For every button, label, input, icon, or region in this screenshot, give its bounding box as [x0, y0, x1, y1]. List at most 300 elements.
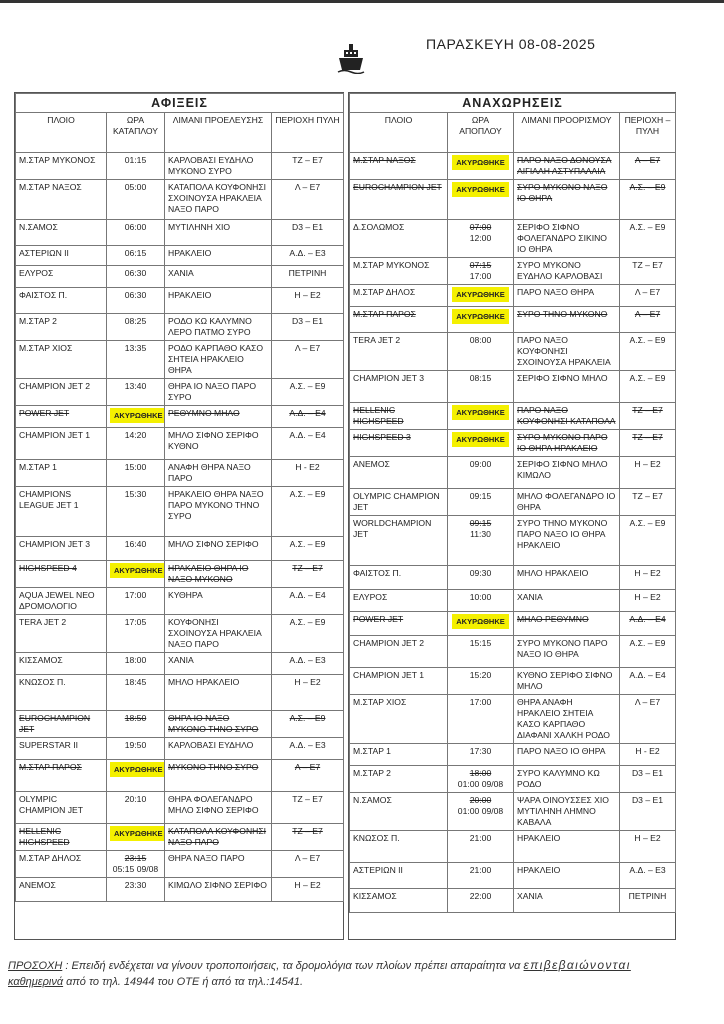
arrival-ship-text: ΚΙΣΣΑΜΟΣ: [19, 655, 63, 665]
departure-time: [448, 863, 514, 889]
departure-time-text: 15:20: [469, 670, 492, 680]
departure-port: [514, 612, 620, 636]
departure-port-text: ΣΥΡΟ ΜΥΚΟΝΟ ΠΑΡΟ ΝΑΞΟ ΙΟ ΘΗΡΑ: [517, 638, 608, 659]
arrival-row: [16, 878, 344, 902]
arrival-time-text: 01:15: [124, 155, 147, 165]
departure-time: [448, 516, 514, 566]
departure-ship: [350, 590, 448, 612]
arrival-time: [107, 341, 165, 379]
arrival-ship-text: Μ.ΣΤΑΡ ΔΗΛΟΣ: [19, 853, 82, 863]
departure-ship-text: ΕΛΥΡΟΣ: [353, 592, 388, 602]
arrival-port: [165, 220, 272, 246]
arrival-time-text: 17:00: [124, 590, 147, 600]
departure-ship-text: HELLENIC HIGHSPEED: [353, 405, 404, 426]
departure-time: [448, 333, 514, 371]
arrival-ship: [16, 288, 107, 314]
departure-time-text: 07:00: [469, 222, 492, 232]
departure-port: [514, 333, 620, 371]
arrival-gate: [272, 341, 344, 379]
departure-gate-text: ΤΖ – Ε7: [632, 491, 663, 501]
departure-ship-text: Μ.ΣΤΑΡ 2: [353, 768, 391, 778]
arrival-time-text: 13:35: [124, 343, 147, 353]
arrival-gate: [272, 314, 344, 341]
arrival-row: [16, 246, 344, 266]
arrival-ship-text: CHAMPIONS LEAGUE JET 1: [19, 489, 79, 510]
arrival-ship: [16, 460, 107, 487]
notice-label: ΠΡΟΣΟΧΗ: [8, 960, 63, 972]
departure-ship: [350, 220, 448, 258]
departure-ship-text: WORLDCHAMPION JET: [353, 518, 432, 539]
arrival-ship: [16, 428, 107, 460]
arrival-row: [16, 588, 344, 615]
departures-col-ship: ΠΛΟΙΟ: [350, 113, 448, 153]
arrival-ship-text: ΑΣΤΕΡΙΩΝ ΙΙ: [19, 248, 69, 258]
departure-port: [514, 285, 620, 307]
cancelled-badge: ΑΚΥΡΩΘΗΚΕ: [452, 287, 509, 302]
departure-gate: [620, 307, 676, 333]
departure-gate-text: Η – Ε2: [634, 568, 661, 578]
arrival-port-text: ΧΑΝΙΑ: [168, 655, 194, 665]
arrival-ship-text: TERA JET 2: [19, 617, 67, 627]
arrival-port: [165, 487, 272, 537]
arrival-time: [107, 153, 165, 180]
departure-port: [514, 793, 620, 831]
arrival-ship-text: Μ.ΣΤΑΡ ΠΑΡΟΣ: [19, 762, 82, 772]
arrival-port: [165, 760, 272, 792]
arrival-gate: [272, 711, 344, 738]
departure-port-text: ΣΥΡΟ ΜΥΚΟΝΟ ΕΥΔΗΛΟ ΚΑΡΛΟΒΑΣΙ: [517, 260, 603, 281]
departure-gate: [620, 371, 676, 403]
departure-port: [514, 307, 620, 333]
arrival-row: [16, 428, 344, 460]
arrival-time-text: 18:45: [124, 677, 147, 687]
arrival-gate: [272, 428, 344, 460]
arrivals-col-ship: ΠΛΟΙΟ: [16, 113, 107, 153]
arrival-port: [165, 588, 272, 615]
arrival-gate-text: Α.Δ. – Ε4: [289, 590, 326, 600]
arrival-time-text: 06:00: [124, 222, 147, 232]
arrival-time: [107, 537, 165, 561]
arrival-time: [107, 561, 165, 588]
arrival-port: [165, 428, 272, 460]
departure-time-text: 09:15: [469, 491, 492, 501]
departure-gate: [620, 636, 676, 668]
departure-gate-text: D3 – Ε1: [631, 795, 664, 805]
departure-row: [350, 590, 676, 612]
arrival-row: [16, 792, 344, 824]
departure-time: [448, 793, 514, 831]
departure-row: [350, 668, 676, 695]
arrival-row: [16, 851, 344, 878]
departure-gate-text: Α.Σ. – Ε9: [629, 222, 666, 232]
departure-time: [448, 180, 514, 220]
departure-row: [350, 612, 676, 636]
departure-row: [350, 636, 676, 668]
arrival-ship: [16, 824, 107, 851]
departure-time: [448, 307, 514, 333]
departure-ship-text: Μ.ΣΤΑΡ 1: [353, 746, 391, 756]
schedule-date: ΠΑΡΑΣΚΕΥΗ 08-08-2025: [426, 36, 596, 52]
departure-time: [448, 371, 514, 403]
departure-ship-text: HIGHSPEED 3: [353, 432, 411, 442]
arrival-time-text: 06:30: [124, 290, 147, 300]
departure-port-text: ΧΑΝΙΑ: [517, 592, 543, 602]
departure-ship-text: Μ.ΣΤΑΡ ΧΙΟΣ: [353, 697, 407, 707]
cancelled-badge: ΑΚΥΡΩΘΗΚΕ: [452, 405, 509, 420]
arrival-time-text: 23:15: [124, 853, 147, 863]
departure-gate: [620, 744, 676, 766]
arrival-gate: [272, 851, 344, 878]
schedule-sheet: [14, 92, 676, 942]
arrival-row: [16, 153, 344, 180]
cancelled-badge: ΑΚΥΡΩΘΗΚΕ: [452, 182, 509, 197]
departure-gate: [620, 516, 676, 566]
arrival-ship-text: EUROCHAMPION JET: [19, 713, 91, 734]
arrival-time: [107, 588, 165, 615]
arrival-time: [107, 738, 165, 760]
arrival-port-text: ΜΗΛΟ ΗΡΑΚΛΕΙΟ: [168, 677, 240, 687]
arrival-gate-text: D3 – Ε1: [291, 316, 324, 326]
arrival-port: [165, 406, 272, 428]
departure-port-text: ΣΥΡΟ ΜΥΚΟΝΟ ΝΑΞΟ ΙΟ ΘΗΡΑ: [517, 182, 608, 203]
arrival-row: [16, 653, 344, 675]
departure-gate-text: ΤΖ – Ε7: [632, 405, 663, 415]
departure-port: [514, 831, 620, 863]
arrival-time: [107, 220, 165, 246]
arrivals-col-port: ΛΙΜΑΝΙ ΠΡΟΕΛΕΥΣΗΣ: [165, 113, 272, 153]
arrival-time-text: 20:10: [124, 794, 147, 804]
arrival-time-text: 08:25: [124, 316, 147, 326]
departure-time-revised: 11:30: [470, 529, 491, 539]
departure-ship: [350, 457, 448, 489]
arrival-port: [165, 379, 272, 406]
arrival-time: [107, 792, 165, 824]
arrival-ship: [16, 588, 107, 615]
arrival-row: [16, 537, 344, 561]
departure-gate: [620, 695, 676, 744]
arrival-port: [165, 153, 272, 180]
arrival-port-text: ΡΟΔΟ ΚΑΡΠΑΘΟ ΚΑΣΟ ΣΗΤΕΙΑ ΗΡΑΚΛΕΙΟ ΘΗΡΑ: [168, 343, 264, 375]
arrival-ship-text: Μ.ΣΤΑΡ ΜΥΚΟΝΟΣ: [19, 155, 96, 165]
departure-row: [350, 566, 676, 590]
arrival-time-text: 15:00: [124, 462, 147, 472]
arrival-gate-text: Α.Σ. – Ε9: [289, 617, 326, 627]
arrival-ship: [16, 341, 107, 379]
arrival-ship-text: Ν.ΣΑΜΟΣ: [19, 222, 58, 232]
footer-notice: [8, 957, 718, 990]
arrival-ship: [16, 561, 107, 588]
departure-port-text: ΚΥΘΝΟ ΣΕΡΙΦΟ ΣΙΦΝΟ ΜΗΛΟ: [517, 670, 613, 691]
departure-gate: [620, 285, 676, 307]
departure-time-revised: 12:00: [469, 233, 492, 243]
departure-port: [514, 766, 620, 793]
departure-row: [350, 695, 676, 744]
departure-port: [514, 636, 620, 668]
arrival-time: [107, 487, 165, 537]
cancelled-badge: ΑΚΥΡΩΘΗΚΕ: [110, 563, 165, 578]
departure-gate-text: ΤΖ – Ε7: [632, 260, 663, 270]
departure-port-text: ΠΑΡΟ ΝΑΞΟ ΚΟΥΦΟΝΗΣΙ ΚΑΤΑΠΟΛΑ: [517, 405, 616, 426]
arrival-ship: [16, 406, 107, 428]
departure-ship: [350, 258, 448, 285]
arrival-ship-text: Μ.ΣΤΑΡ 1: [19, 462, 57, 472]
departure-time: [448, 566, 514, 590]
arrival-time-text: 16:40: [124, 539, 147, 549]
arrival-ship: [16, 314, 107, 341]
arrival-port: [165, 851, 272, 878]
departure-port: [514, 258, 620, 285]
arrival-time-text: 05:00: [124, 182, 147, 192]
departure-ship: [350, 612, 448, 636]
departure-ship-text: CHAMPION JET 1: [353, 670, 424, 680]
departure-row: [350, 489, 676, 516]
cancelled-badge: ΑΚΥΡΩΘΗΚΕ: [110, 826, 165, 841]
departure-ship: [350, 695, 448, 744]
arrival-time: [107, 288, 165, 314]
departure-time: [448, 489, 514, 516]
departure-gate: [620, 590, 676, 612]
arrival-port: [165, 341, 272, 379]
departure-ship: [350, 285, 448, 307]
arrival-port: [165, 266, 272, 288]
departure-time-text: 17:00: [469, 697, 492, 707]
departure-time-text: 21:00: [469, 833, 492, 843]
arrival-time-text: 06:15: [124, 248, 147, 258]
arrival-ship: [16, 851, 107, 878]
departure-gate-text: Α.Σ. – Ε9: [629, 373, 666, 383]
arrival-row: [16, 220, 344, 246]
departure-gate: [620, 863, 676, 889]
arrival-time: [107, 379, 165, 406]
departure-row: [350, 258, 676, 285]
departure-port: [514, 889, 620, 913]
departure-gate: [620, 180, 676, 220]
arrival-gate: [272, 760, 344, 792]
arrival-gate-text: Η – Ε2: [294, 880, 321, 890]
arrival-ship: [16, 711, 107, 738]
arrival-time-text: 17:05: [124, 617, 147, 627]
arrival-ship-text: OLYMPIC CHAMPION JET: [19, 794, 83, 815]
departure-row: [350, 831, 676, 863]
departures-col-time: ΩΡΑ ΑΠΟΠΛΟΥ: [448, 113, 514, 153]
departure-ship-text: ΑΝΕΜΟΣ: [353, 459, 390, 469]
departure-ship: [350, 489, 448, 516]
arrival-port-text: ΜΥΚΟΝΟ ΤΗΝΟ ΣΥΡΟ: [168, 762, 259, 772]
departure-ship-text: ΚΙΣΣΑΜΟΣ: [353, 891, 397, 901]
arrival-row: [16, 460, 344, 487]
arrival-port-text: ΜΗΛΟ ΣΙΦΝΟ ΣΕΡΙΦΟ ΚΥΘΝΟ: [168, 430, 259, 451]
departure-row: [350, 220, 676, 258]
arrival-time-text: 06:30: [124, 268, 147, 278]
departure-port: [514, 668, 620, 695]
arrival-time: [107, 851, 165, 878]
arrival-gate-text: Λ – Ε7: [294, 182, 321, 192]
arrival-time-revised: 05:15 09/08: [112, 864, 159, 874]
departure-time-text: 22:00: [469, 891, 492, 901]
departure-time: [448, 744, 514, 766]
arrival-gate: [272, 653, 344, 675]
arrival-time: [107, 314, 165, 341]
departure-ship-text: Δ.ΣΟΛΩΜΟΣ: [353, 222, 405, 232]
arrival-row: [16, 675, 344, 711]
departure-ship: [350, 668, 448, 695]
departure-port-text: ΜΗΛΟ ΗΡΑΚΛΕΙΟ: [517, 568, 589, 578]
arrival-ship-text: CHAMPION JET 2: [19, 381, 90, 391]
departure-ship-text: EUROCHAMPION JET: [353, 182, 442, 192]
departure-time: [448, 430, 514, 457]
arrival-port-text: ΗΡΑΚΛΕΙΟ: [168, 290, 212, 300]
departure-ship-text: Μ.ΣΤΑΡ ΠΑΡΟΣ: [353, 309, 416, 319]
arrival-gate: [272, 615, 344, 653]
arrival-time: [107, 675, 165, 711]
arrival-row: [16, 738, 344, 760]
arrivals-table: [15, 93, 344, 902]
departure-time-text: 15:15: [469, 638, 492, 648]
arrival-ship-text: Μ.ΣΤΑΡ ΧΙΟΣ: [19, 343, 73, 353]
departure-row: [350, 863, 676, 889]
departure-time-text: 21:00: [469, 865, 492, 875]
departures-table: [349, 93, 676, 913]
departure-port: [514, 744, 620, 766]
departures-panel: [348, 92, 676, 940]
cancelled-badge: ΑΚΥΡΩΘΗΚΕ: [110, 408, 165, 423]
arrival-time-text: 18:00: [124, 655, 147, 665]
departure-port: [514, 566, 620, 590]
arrival-gate: [272, 878, 344, 902]
arrival-time-text: 18:50: [124, 713, 147, 723]
arrival-time: [107, 266, 165, 288]
arrival-port-text: ΚΑΡΛΟΒΑΣΙ ΕΥΔΗΛΟ: [168, 740, 254, 750]
arrival-ship: [16, 537, 107, 561]
arrival-gate-text: Λ – Ε7: [294, 762, 321, 772]
departure-gate-text: Λ – Ε7: [634, 155, 661, 165]
arrival-time-text: 14:20: [124, 430, 147, 440]
arrival-time-text: 13:40: [124, 381, 147, 391]
departure-time: [448, 636, 514, 668]
arrival-gate-text: Α.Σ. – Ε9: [289, 489, 326, 499]
departure-time-text: 10:00: [469, 592, 492, 602]
departure-port: [514, 516, 620, 566]
arrival-gate-text: Η – Ε2: [294, 677, 321, 687]
departure-port-text: ΣΕΡΙΦΟ ΣΙΦΝΟ ΦΟΛΕΓΑΝΔΡΟ ΣΙΚΙΝΟ ΙΟ ΘΗΡΑ: [517, 222, 607, 254]
arrival-port-text: ΡΟΔΟ ΚΩ ΚΑΛΥΜΝΟ ΛΕΡΟ ΠΑΤΜΟ ΣΥΡΟ: [168, 316, 252, 337]
arrival-port: [165, 537, 272, 561]
arrival-gate: [272, 537, 344, 561]
departures-title: ΑΝΑΧΩΡΗΣΕΙΣ: [350, 94, 676, 113]
arrival-time: [107, 711, 165, 738]
departure-time-text: 09:30: [469, 568, 492, 578]
departure-row: [350, 793, 676, 831]
arrival-gate-text: ΤΖ – Ε7: [292, 826, 323, 836]
arrival-gate-text: Λ – Ε7: [294, 853, 321, 863]
arrival-port-text: ΚΑΤΑΠΟΛΑ ΚΟΥΦΟΝΗΣΙ ΣΧΟΙΝΟΥΣΑ ΗΡΑΚΛΕΙΑ ΝΑΞΟ ΠΑΡΟ: [168, 182, 267, 214]
departure-time-text: 17:30: [469, 746, 492, 756]
arrival-gate-text: ΠΕΤΡΙΝΗ: [288, 268, 327, 278]
notice-emphasis: επιβεβαιώνονται: [523, 958, 631, 972]
departure-time-revised: 17:00: [469, 271, 492, 281]
departure-gate-text: Α.Δ. – Ε4: [629, 670, 666, 680]
arrival-gate: [272, 180, 344, 220]
departure-port: [514, 153, 620, 180]
arrival-port-text: ΘΗΡΑ ΙΟ ΝΑΞΟ ΜΥΚΟΝΟ ΤΗΝΟ ΣΥΡΟ: [168, 713, 259, 734]
arrival-gate: [272, 824, 344, 851]
arrival-port-text: ΗΡΑΚΛΕΙΟ ΘΗΡΑ ΙΟ ΝΑΞΟ ΜΥΚΟΝΟ: [168, 563, 249, 584]
departure-gate: [620, 489, 676, 516]
departure-port: [514, 220, 620, 258]
departure-gate: [620, 889, 676, 913]
departure-port-text: ΠΑΡΟ ΝΑΞΟ ΘΗΡΑ: [517, 287, 595, 297]
arrival-port-text: ΗΡΑΚΛΕΙΟ ΘΗΡΑ ΝΑΞΟ ΠΑΡΟ ΜΥΚΟΝΟ ΤΗΝΟ ΣΥΡΟ: [168, 489, 264, 521]
departure-time-text: 07:15: [469, 260, 492, 270]
departure-row: [350, 307, 676, 333]
arrival-time-text: 23:30: [124, 880, 147, 890]
departure-row: [350, 180, 676, 220]
departure-gate: [620, 333, 676, 371]
departure-time-text: 08:15: [469, 373, 492, 383]
arrival-ship-text: HELLENIC HIGHSPEED: [19, 826, 70, 847]
arrival-gate-text: Α.Δ. – Ε3: [289, 740, 326, 750]
arrivals-col-gate: ΠΕΡΙΟΧΗ ΠΥΛΗ: [272, 113, 344, 153]
arrival-gate-text: D3 – Ε1: [291, 222, 324, 232]
departure-ship-text: Μ.ΣΤΑΡ ΔΗΛΟΣ: [353, 287, 416, 297]
departure-ship: [350, 371, 448, 403]
departure-time: [448, 612, 514, 636]
arrival-port: [165, 738, 272, 760]
arrival-gate: [272, 588, 344, 615]
departure-ship-text: Μ.ΣΤΑΡ ΜΥΚΟΝΟΣ: [353, 260, 430, 270]
arrival-port: [165, 653, 272, 675]
arrival-ship-text: POWER JET: [19, 408, 70, 418]
arrival-gate: [272, 738, 344, 760]
arrival-time: [107, 180, 165, 220]
departure-port: [514, 180, 620, 220]
arrivals-col-time: ΩΡΑ ΚΑΤΑΠΛΟΥ: [107, 113, 165, 153]
departure-time-text: 08:00: [469, 335, 492, 345]
departure-port: [514, 489, 620, 516]
arrival-gate: [272, 288, 344, 314]
arrival-ship-text: ΑΝΕΜΟΣ: [19, 880, 56, 890]
arrival-ship: [16, 615, 107, 653]
departure-gate: [620, 457, 676, 489]
departure-ship: [350, 153, 448, 180]
departure-ship-text: Μ.ΣΤΑΡ ΝΑΞΟΣ: [353, 155, 416, 165]
arrivals-panel: [14, 92, 344, 940]
cancelled-badge: ΑΚΥΡΩΘΗΚΕ: [452, 309, 509, 324]
departure-ship: [350, 516, 448, 566]
departure-time-text: 09:15: [469, 518, 492, 528]
departure-ship: [350, 831, 448, 863]
arrival-ship-text: SUPERSTAR II: [19, 740, 79, 750]
arrival-gate-text: ΤΖ – Ε7: [292, 794, 323, 804]
departure-ship-text: CHAMPION JET 2: [353, 638, 424, 648]
arrival-time: [107, 406, 165, 428]
arrival-gate: [272, 460, 344, 487]
arrival-row: [16, 180, 344, 220]
departure-time: [448, 220, 514, 258]
departure-port-text: ΜΗΛΟ ΡΕΘΥΜΝΟ: [517, 614, 589, 624]
departure-time-text: 18:00: [469, 768, 492, 778]
departure-gate-text: Α.Δ. – Ε4: [629, 614, 666, 624]
arrival-row: [16, 341, 344, 379]
departure-ship: [350, 793, 448, 831]
arrival-port: [165, 288, 272, 314]
departure-port-text: ΣΥΡΟ ΚΑΛΥΜΝΟ ΚΩ ΡΟΔΟ: [517, 768, 600, 789]
departure-row: [350, 403, 676, 430]
departure-gate: [620, 258, 676, 285]
departure-time: [448, 695, 514, 744]
arrival-time-text: 15:30: [124, 489, 147, 499]
departure-time: [448, 153, 514, 180]
